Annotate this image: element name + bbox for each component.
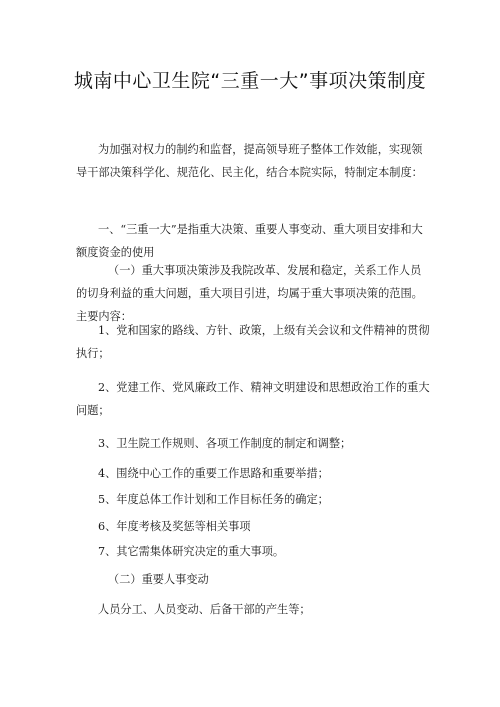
paragraph-subsection-1: （一）重大事项决策涉及我院改革、发展和稳定，关系工作人员的切身利益的重大问题，重大项目引进，均属于重大事项决策的范围。主要内容：: [76, 264, 423, 323]
document-title: 城南中心卫生院“三重一大”事项决策制度: [73, 70, 427, 92]
list-item-5: 5、年度总体工作计划和工作目标任务的确定；: [98, 493, 329, 506]
list-item-7: 7、其它需集体研究决定的重大事项。: [98, 545, 285, 558]
list-item-6: 6、年度考核及奖惩等相关事项: [98, 520, 251, 533]
paragraph-personnel: 人员分工、人员变动、后备干部的产生等；: [98, 603, 311, 616]
list-item-2: 2、党建工作、党风廉政工作、精神文明建设和思想政治工作的重大问题；: [76, 381, 430, 417]
list-item-3: 3、卫生院工作规则、各项工作制度的制定和调整；: [98, 437, 352, 450]
paragraph-section-1: 一、“三重一大”是指重大决策、重要人事变动、重大项目安排和大额度资金的使用: [76, 223, 423, 259]
paragraph-intro: 为加强对权力的制约和监督，提高领导班子整体工作效能，实现领导干部决策科学化、规范化、民主化，结合本院实际，特制定本制度：: [76, 143, 423, 179]
list-item-4: 4、围绕中心工作的重要工作思路和重要举措；: [98, 467, 329, 480]
list-item-1: 1、党和国家的路线、方针、政策，上级有关会议和文件精神的贯彻执行；: [76, 324, 430, 360]
paragraph-subsection-2: （二）重要人事变动: [108, 573, 209, 586]
